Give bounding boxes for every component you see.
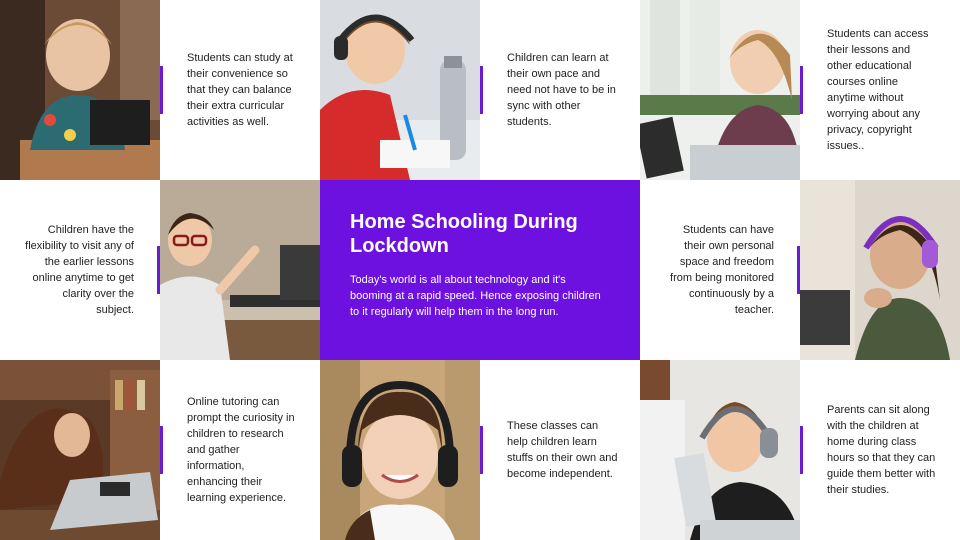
card-access-lessons [800,0,960,180]
photo-girl-tablet-window [640,0,800,180]
accent-bar [480,66,483,114]
card-flexibility [0,180,160,360]
card-curiosity [160,360,320,540]
card-text: Online tutoring can prompt the curiosity in children to research and gather information, enhancing their learning experience. [187,396,295,504]
photo-girl-purple-headphones [800,180,960,360]
accent-bar [160,66,163,114]
photo-boy-grey-headphones [640,360,800,540]
card-text: Children have the flexibility to visit any of the earlier lessons online anytime to get clarity over the subject. [25,224,134,316]
photo-boy-headphones-drawing [320,0,480,180]
card-text: Students can have their own personal space and freedom from being monitored continuously by a teacher. [670,224,774,316]
accent-bar [480,426,483,474]
hero-panel [320,180,640,360]
accent-bar [160,426,163,474]
slide-title: Home Schooling During Lockdown [350,211,578,257]
accent-bar [800,66,803,114]
card-text: Students can study at their convenience so that they can balance their extra curricular activities as well. [187,52,293,128]
photo-boy-tablet [0,0,160,180]
accent-bar [800,426,803,474]
card-text: These classes can help children learn stuffs on their own and become independent. [507,420,618,480]
card-own-pace [480,0,640,180]
card-convenience [160,0,320,180]
card-personal-space [640,180,800,360]
card-text: Students can access their lessons and other educational courses online anytime without worrying about any privacy, copyright issues.. [827,28,929,152]
photo-girl-laptop-bookshelf [0,360,160,540]
card-text: Parents can sit along with the children at home during class hours so that they can guide them better with their studies. [827,404,936,496]
photo-boy-glasses-laptop [160,180,320,360]
slide-intro: Today's world is all about technology and it's booming at a rapid speed. Hence exposing children to it regularly will help them in the long run. [350,274,601,318]
card-text: Children can learn at their own pace and need not have to be in sync with other students. [507,52,616,128]
card-parents [800,360,960,540]
photo-smiling-girl-headphones [320,360,480,540]
card-independent [480,360,640,540]
